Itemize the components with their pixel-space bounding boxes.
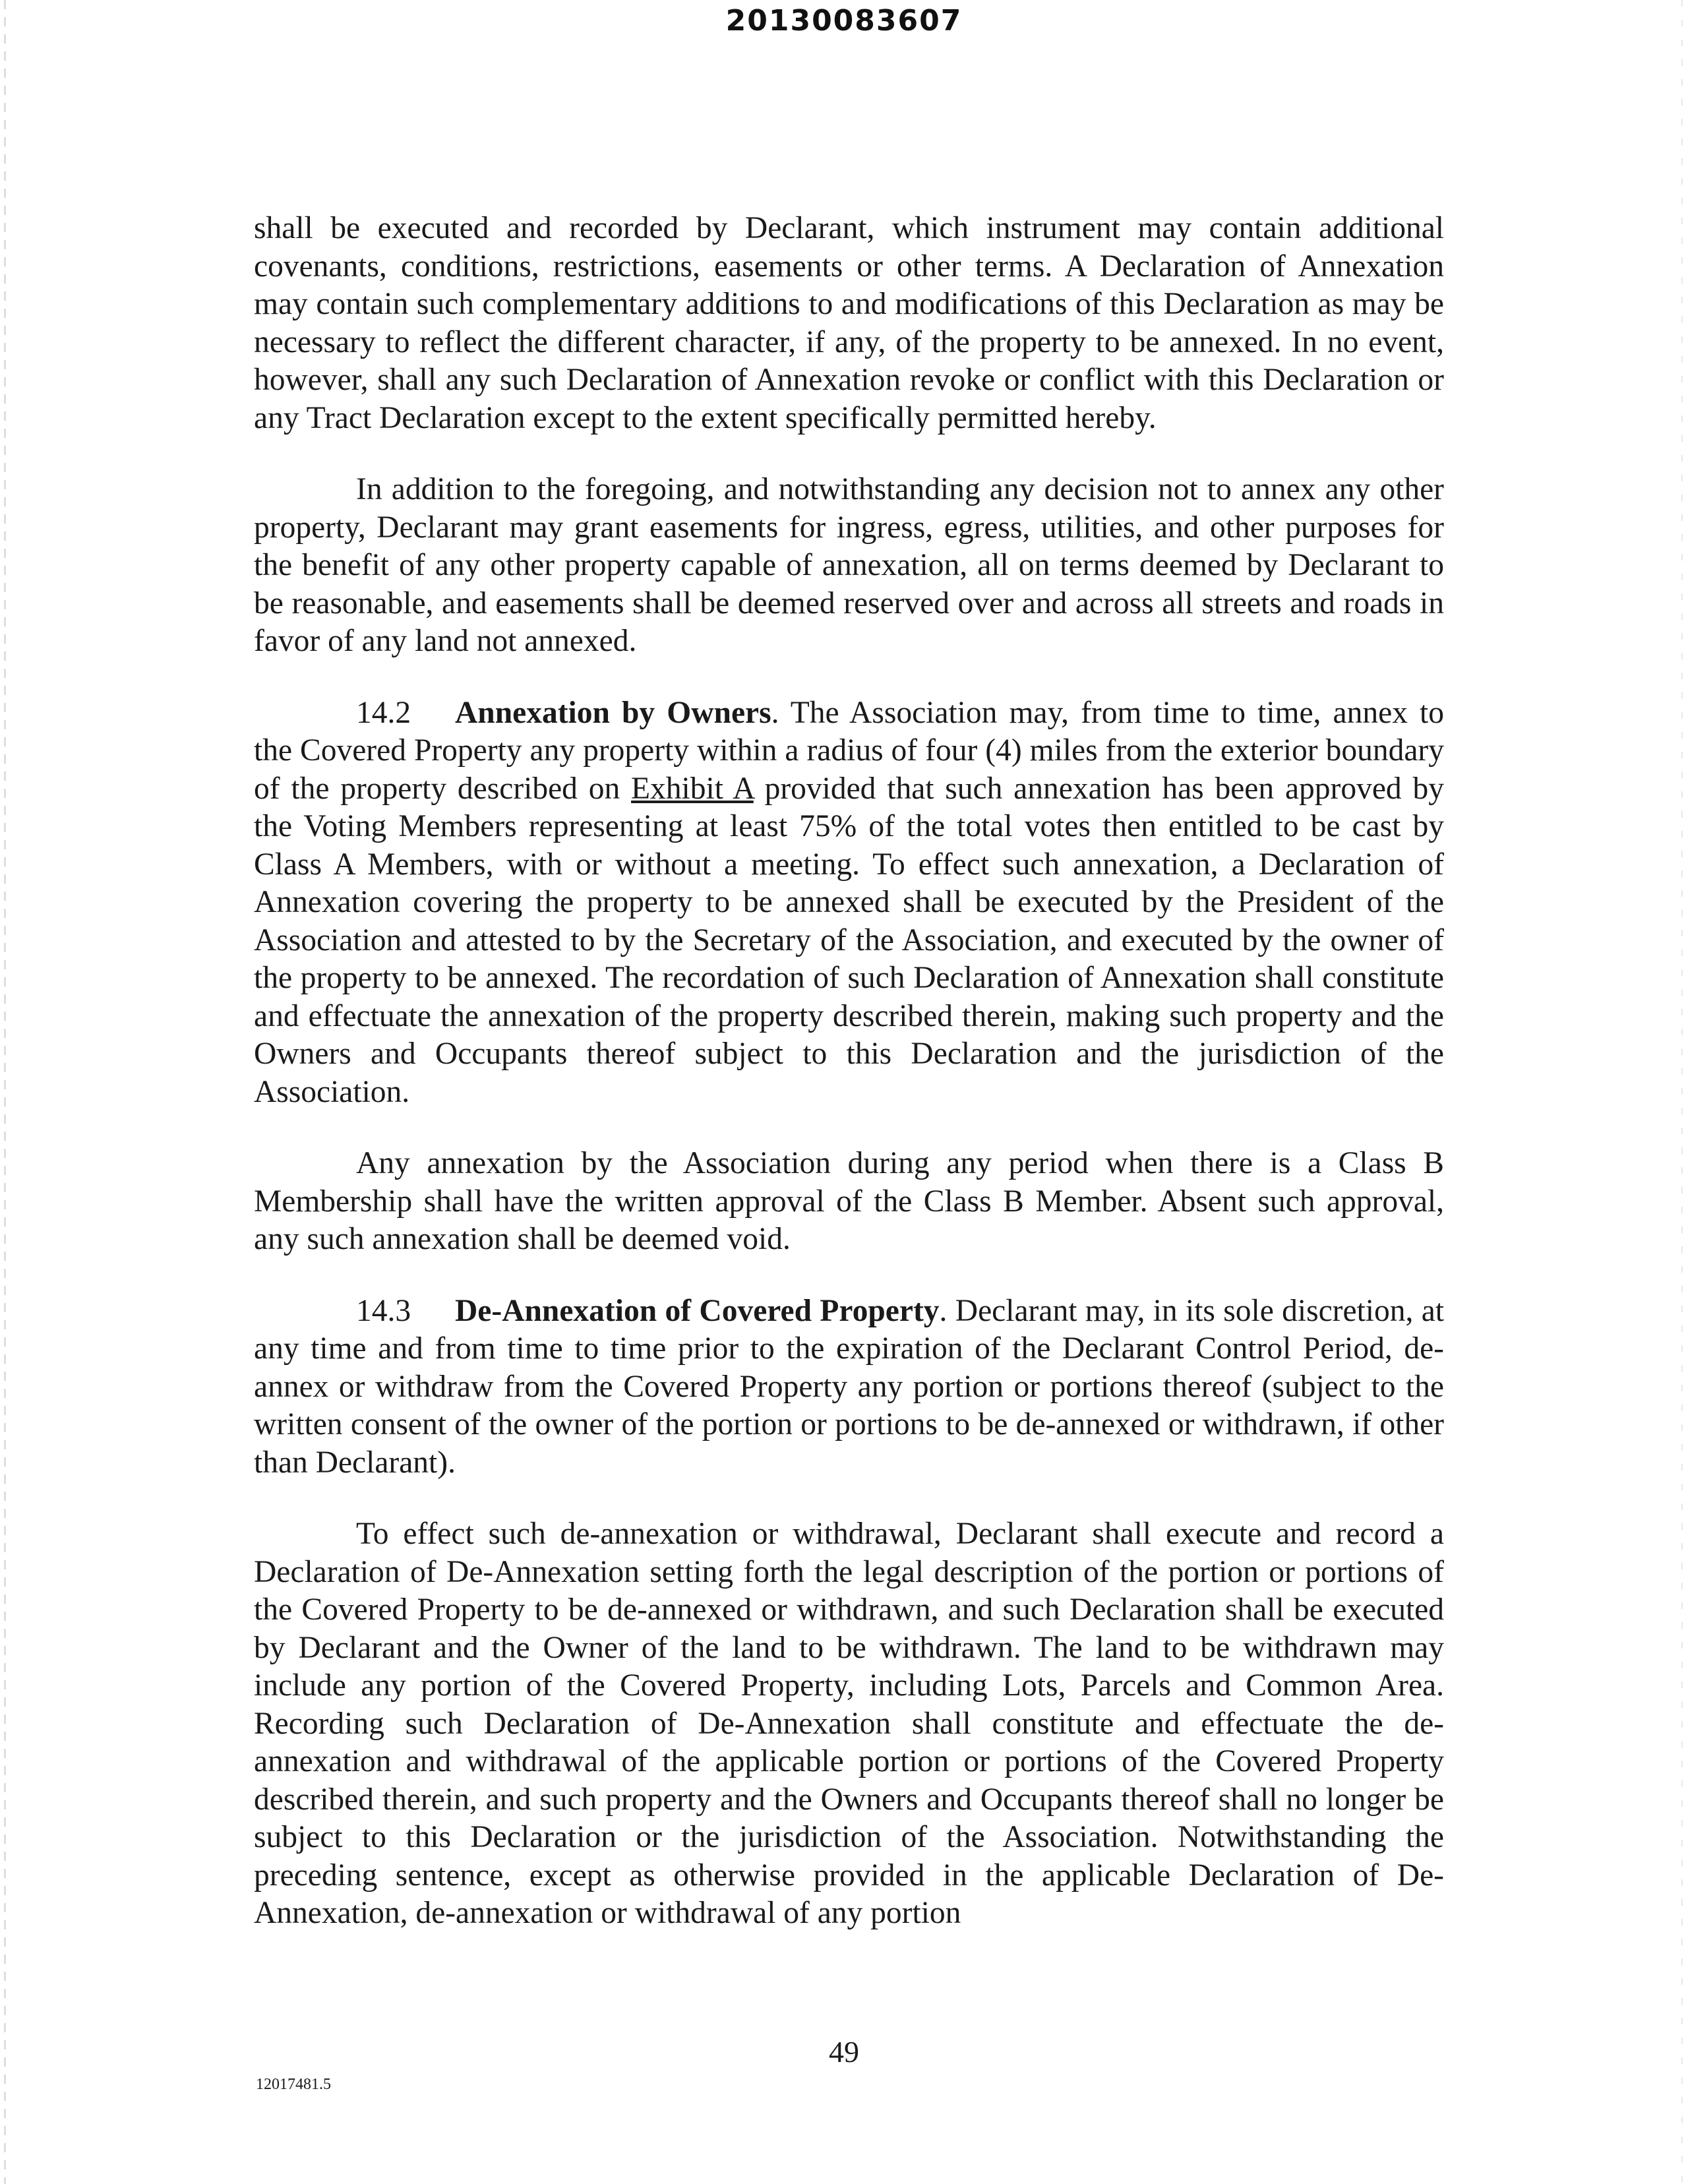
section-number: 14.2 [356,695,411,730]
section-text: . Declarant may, in its sole discretion, at any time and from time to time prior to the expiration of the Declarant Control Period, de-annex or withdraw from the Covered Property any portion or portions thereof (subject to the written consent of the owner of the portion or portions to be de-annexed or withdrawn, if other than Declarant). [254,1293,1444,1480]
exhibit-reference: Exhibit A [631,771,754,806]
paragraph-easements: In addition to the foregoing, and notwithstanding any decision not to annex any other property, Declarant may grant easements for ingress, egress, utilities, and other purposes for the benefit of any other property capable of annexation, all on terms deemed by Declarant to be reasonable, and easements shall be deemed reserved over and across all streets and roads in favor of any land not annexed. [254,472,1444,658]
paragraph-class-b-approval: Any annexation by the Association during any period when there is a Class B Membership shall have the written approval of the Class B Member. Absent such approval, any such annexation shall be deemed void. [254,1146,1444,1256]
section-heading: Annexation by Owners [455,695,771,730]
section-heading: De-Annexation of Covered Property [455,1293,940,1328]
document-id: 12017481.5 [256,2076,331,2093]
section-text: provided that such annexation has been approved by the Voting Members representing at least 75% of the total votes then entitled to be cast by Class A Members, with or without a meeting. To effect such annexation, a Declaration of Annexation covering the property to be annexed shall be executed by the President of the Association and attested to by the Secretary of the Association, and executed by the owner of the property to be annexed. The recordation of such Declaration of Annexation shall constitute and effectuate the annexation of the property described therein, making such property and the Owners and Occupants thereof subject to this Declaration and the jurisdiction of the Association. [254,771,1444,1109]
document-body [254,210,1444,1966]
section-14-3 [254,1292,1444,1482]
section-14-2 [254,694,1444,1112]
section-number: 14.3 [356,1293,411,1328]
recording-number: 20130083607 [725,4,963,38]
scan-edge-left [4,0,6,2184]
paragraph-continuation: shall be executed and recorded by Declarant, which instrument may contain additional covenants, conditions, restrictions, easements or other terms. A Declaration of Annexation may contain such complementary additions to and modifications of this Declaration as may be necessary to reflect the different character, if any, of the property to be annexed. In no event, however, shall any such Declaration of Annexation revoke or conflict with this Declaration or any Tract Declaration except to the extent specifically permitted hereby. [254,211,1444,435]
paragraph-de-annexation-procedure: To effect such de-annexation or withdrawal, Declarant shall execute and record a Declaration of De-Annexation setting forth the legal description of the portion or portions of the Covered Property to be de-annexed or withdrawn, and such Declaration shall be executed by Declarant and the Owner of the land to be withdrawn. The land to be withdrawn may include any portion of the Covered Property, including Lots, Parcels and Common Area. Recording such Declaration of De-Annexation shall constitute and effectuate the de-annexation and withdrawal of the applicable portion or portions of the Covered Property described therein, and such property and the Owners and Occupants thereof shall no longer be subject to this Declaration or the jurisdiction of the Association. Notwithstanding the preceding sentence, except as otherwise provided in the applicable Declaration of De-Annexation, de-annexation or withdrawal of any portion [254,1517,1444,1930]
section-text: . The Association may, from time to time, annex to the Covered Property any property within a radius of four (4) miles from the exterior boundary of the property described on [254,695,1445,806]
scan-edge-right [1681,0,1683,2184]
page-number: 49 [829,2035,859,2069]
